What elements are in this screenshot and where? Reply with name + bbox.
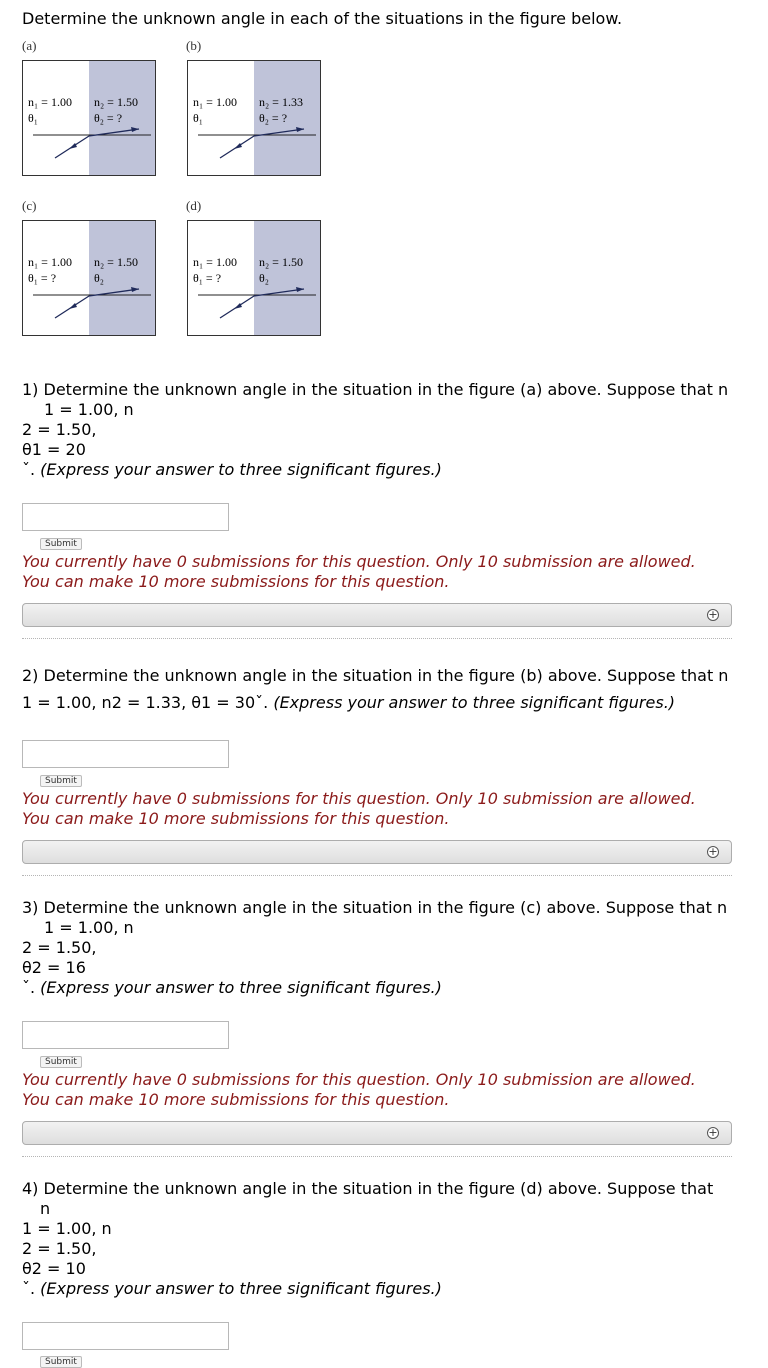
answer-input-4[interactable] <box>22 1322 229 1350</box>
figure-d-theta1: θ₁ = ? <box>193 271 222 285</box>
figure-c-n2: n₂ = 1.50 <box>94 255 138 269</box>
figure-c <box>22 220 156 336</box>
figure-a-n1: n₁ = 1.00 <box>28 95 72 109</box>
question-3-line3: 2 = 1.50, <box>22 938 97 957</box>
question-4-italic: (Express your answer to three significant figures.) <box>40 1279 442 1298</box>
question-4-line4: θ2 = 10 <box>22 1259 86 1278</box>
status-line-2a: You currently have 0 submissions for this question. Only 10 submission are allowed. <box>22 789 696 808</box>
question-2-line2: 1 = 1.00, n2 = 1.33, θ1 = 30ˇ. <box>22 693 274 712</box>
figure-d-n1: n₁ = 1.00 <box>193 255 237 269</box>
question-1-instruction <box>22 460 442 480</box>
figure-a <box>22 60 156 176</box>
question-4-line5: ˇ. <box>22 1279 41 1298</box>
figure-d-n2: n₂ = 1.50 <box>259 255 303 269</box>
question-1-line1: 1) Determine the unknown angle in the situation in the figure (a) above. Suppose that n <box>22 380 729 399</box>
question-4-line3: 2 = 1.50, <box>22 1239 97 1258</box>
figure-b-theta2: θ₂ = ? <box>259 111 288 125</box>
figure-a-label: (a) <box>22 38 37 53</box>
question-1-line5: ˇ. <box>22 460 41 479</box>
expand-plus-icon[interactable]: + <box>708 845 718 858</box>
question-3-line5: ˇ. <box>22 978 41 997</box>
figure-a-theta1: θ₁ <box>28 111 38 125</box>
expand-plus-icon[interactable]: + <box>708 608 718 621</box>
page-title: Determine the unknown angle in each of the situations in the figure below. <box>22 9 623 28</box>
separator <box>22 875 732 876</box>
status-line-1b: You can make 10 more submissions for this question. <box>22 572 450 591</box>
figure-b-label: (b) <box>186 38 202 53</box>
figure-b-n2: n₂ = 1.33 <box>259 95 303 109</box>
answer-input-2[interactable] <box>22 740 229 768</box>
expand-plus-icon[interactable]: + <box>708 1126 718 1139</box>
question-4-instruction <box>22 1279 442 1299</box>
separator <box>22 638 732 639</box>
hint-bar-3[interactable] <box>22 1121 732 1145</box>
hint-bar-1[interactable] <box>22 603 732 627</box>
question-4-line1: 4) Determine the unknown angle in the situation in the figure (d) above. Suppose that <box>22 1179 714 1198</box>
hint-bar-2[interactable] <box>22 840 732 864</box>
figure-d-label: (d) <box>186 198 202 213</box>
question-3-instruction <box>22 978 442 998</box>
question-3-line1: 3) Determine the unknown angle in the situation in the figure (c) above. Suppose that n <box>22 898 728 917</box>
question-3-line2: 1 = 1.00, n <box>44 918 134 937</box>
submit-button-4[interactable]: Submit <box>40 1356 82 1368</box>
submit-button-3[interactable]: Submit <box>40 1056 82 1068</box>
status-line-3a: You currently have 0 submissions for this question. Only 10 submission are allowed. <box>22 1070 696 1089</box>
status-line-2b: You can make 10 more submissions for this question. <box>22 809 450 828</box>
question-1-line2: 1 = 1.00, n <box>44 400 134 419</box>
figure-d-theta2: θ₂ <box>259 271 269 285</box>
figure-d <box>187 220 321 336</box>
question-1-line4: θ1 = 20 <box>22 440 86 459</box>
separator <box>22 1156 732 1157</box>
answer-input-1[interactable] <box>22 503 229 531</box>
question-2-line2-wrap <box>22 693 675 713</box>
figure-c-label: (c) <box>22 198 37 213</box>
figure-c-theta2: θ₂ <box>94 271 104 285</box>
question-4-line2: 1 = 1.00, n <box>22 1219 112 1238</box>
answer-input-3[interactable] <box>22 1021 229 1049</box>
figure-b <box>187 60 321 176</box>
question-3-line4: θ2 = 16 <box>22 958 86 977</box>
question-2-line1: 2) Determine the unknown angle in the situation in the figure (b) above. Suppose that n <box>22 666 729 685</box>
figure-b-theta1: θ₁ <box>193 111 203 125</box>
submit-button-1[interactable]: Submit <box>40 538 82 550</box>
question-4-line1b: n <box>40 1199 51 1218</box>
question-2-italic: (Express your answer to three significant figures.) <box>273 693 676 712</box>
figure-c-n1: n₁ = 1.00 <box>28 255 72 269</box>
figure-a-n2: n₂ = 1.50 <box>94 95 138 109</box>
question-1-line3: 2 = 1.50, <box>22 420 97 439</box>
figure-a-theta2: θ₂ = ? <box>94 111 123 125</box>
status-line-1a: You currently have 0 submissions for this question. Only 10 submission are allowed. <box>22 552 696 571</box>
question-3-italic: (Express your answer to three significant figures.) <box>40 978 442 997</box>
question-1-italic: (Express your answer to three significant figures.) <box>40 460 442 479</box>
figure-b-n1: n₁ = 1.00 <box>193 95 237 109</box>
status-line-3b: You can make 10 more submissions for this question. <box>22 1090 450 1109</box>
figure-c-theta1: θ₁ = ? <box>28 271 57 285</box>
submit-button-2[interactable]: Submit <box>40 775 82 787</box>
